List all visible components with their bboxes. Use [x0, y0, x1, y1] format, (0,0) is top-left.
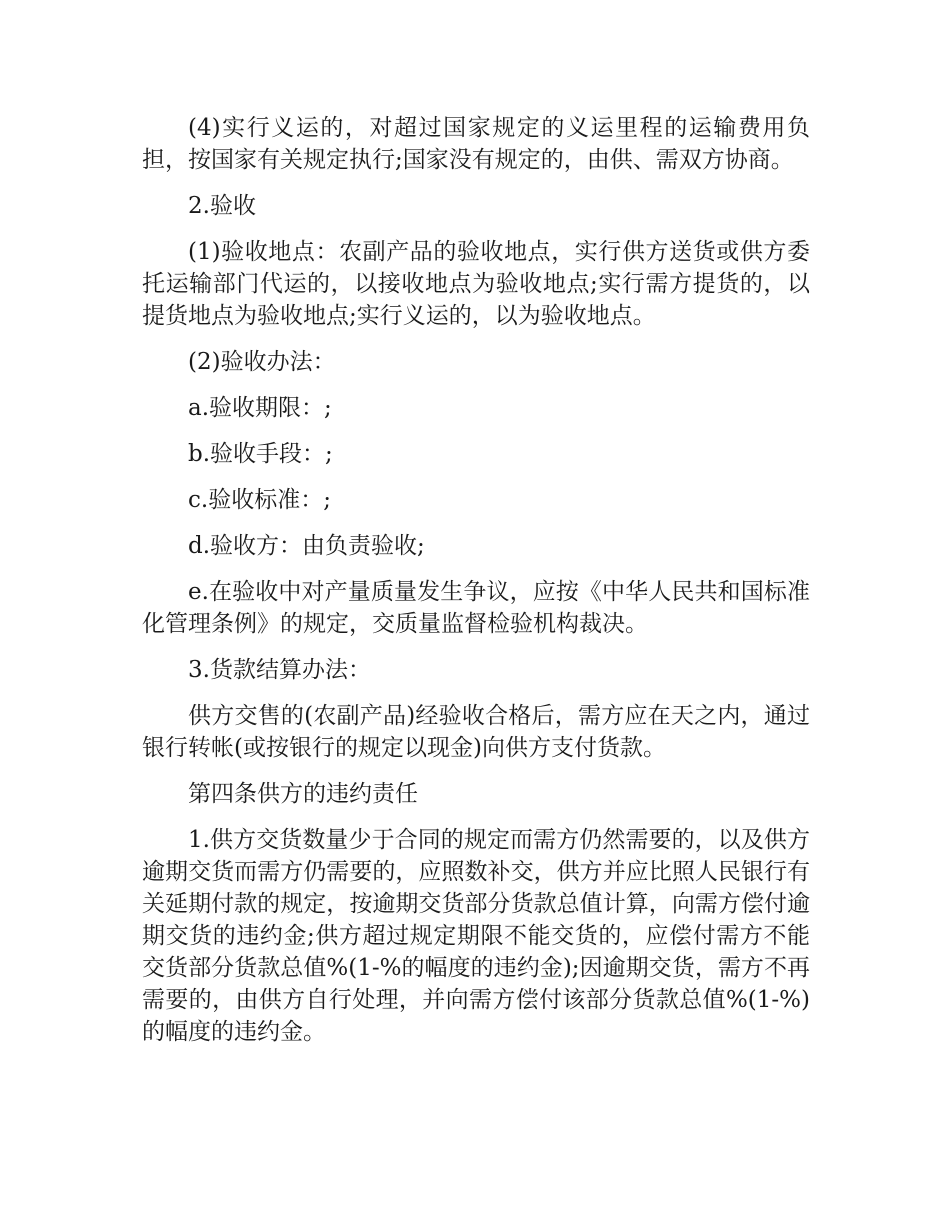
section-heading-inspection: 2.验收	[188, 193, 256, 219]
list-item-inspection-means: b.验收手段：;	[188, 441, 333, 467]
section-heading-payment: 3.货款结算办法：	[188, 657, 371, 683]
paragraph-transport-fee: (4)实行义运的，对超过国家规定的义运里程的运输费用负担，按国家有关规定执行;国家没有规定的，由供、需双方协商。	[142, 115, 810, 173]
list-item-inspection-party: d.验收方：由负责验收;	[188, 533, 425, 559]
list-item-inspection-standard: c.验收标准：;	[188, 487, 331, 513]
list-item-quality-dispute: e.在验收中对产量质量发生争议，应按《中华人民共和国标准化管理条例》的规定，交质量监督检验机构裁决。	[142, 579, 810, 637]
document-body	[142, 112, 810, 1062]
paragraph-inspection-location: (1)验收地点：农副产品的验收地点，实行供方送货或供方委托运输部门代运的，以接收地点为验收地点;实行需方提货的，以提货地点为验收地点;实行义运的，以为验收地点。	[142, 239, 810, 329]
paragraph-inspection-method: (2)验收办法：	[188, 349, 336, 375]
list-item-inspection-period: a.验收期限：;	[188, 395, 332, 421]
paragraph-supplier-liability: 1.供方交货数量少于合同的规定而需方仍然需要的，以及供方逾期交货而需方仍需要的，应照数补交，供方并应比照人民银行有关延期付款的规定，按逾期交货部分货款总值计算，向需方偿付逾期交货的违约金;供方超过规定期限不能交货的，应偿付需方不能交货部分货款总值%(1-%的幅度的违约金);因逾期交货，需方不再需要的，由供方自行处理，并向需方偿付该部分货款总值%(1-%)的幅度的违约金。	[142, 827, 810, 1045]
article-heading-supplier-liability: 第四条供方的违约责任	[188, 781, 418, 807]
paragraph-payment-terms: 供方交售的(农副产品)经验收合格后，需方应在天之内，通过银行转帐(或按银行的规定以现金)向供方支付货款。	[142, 703, 810, 761]
